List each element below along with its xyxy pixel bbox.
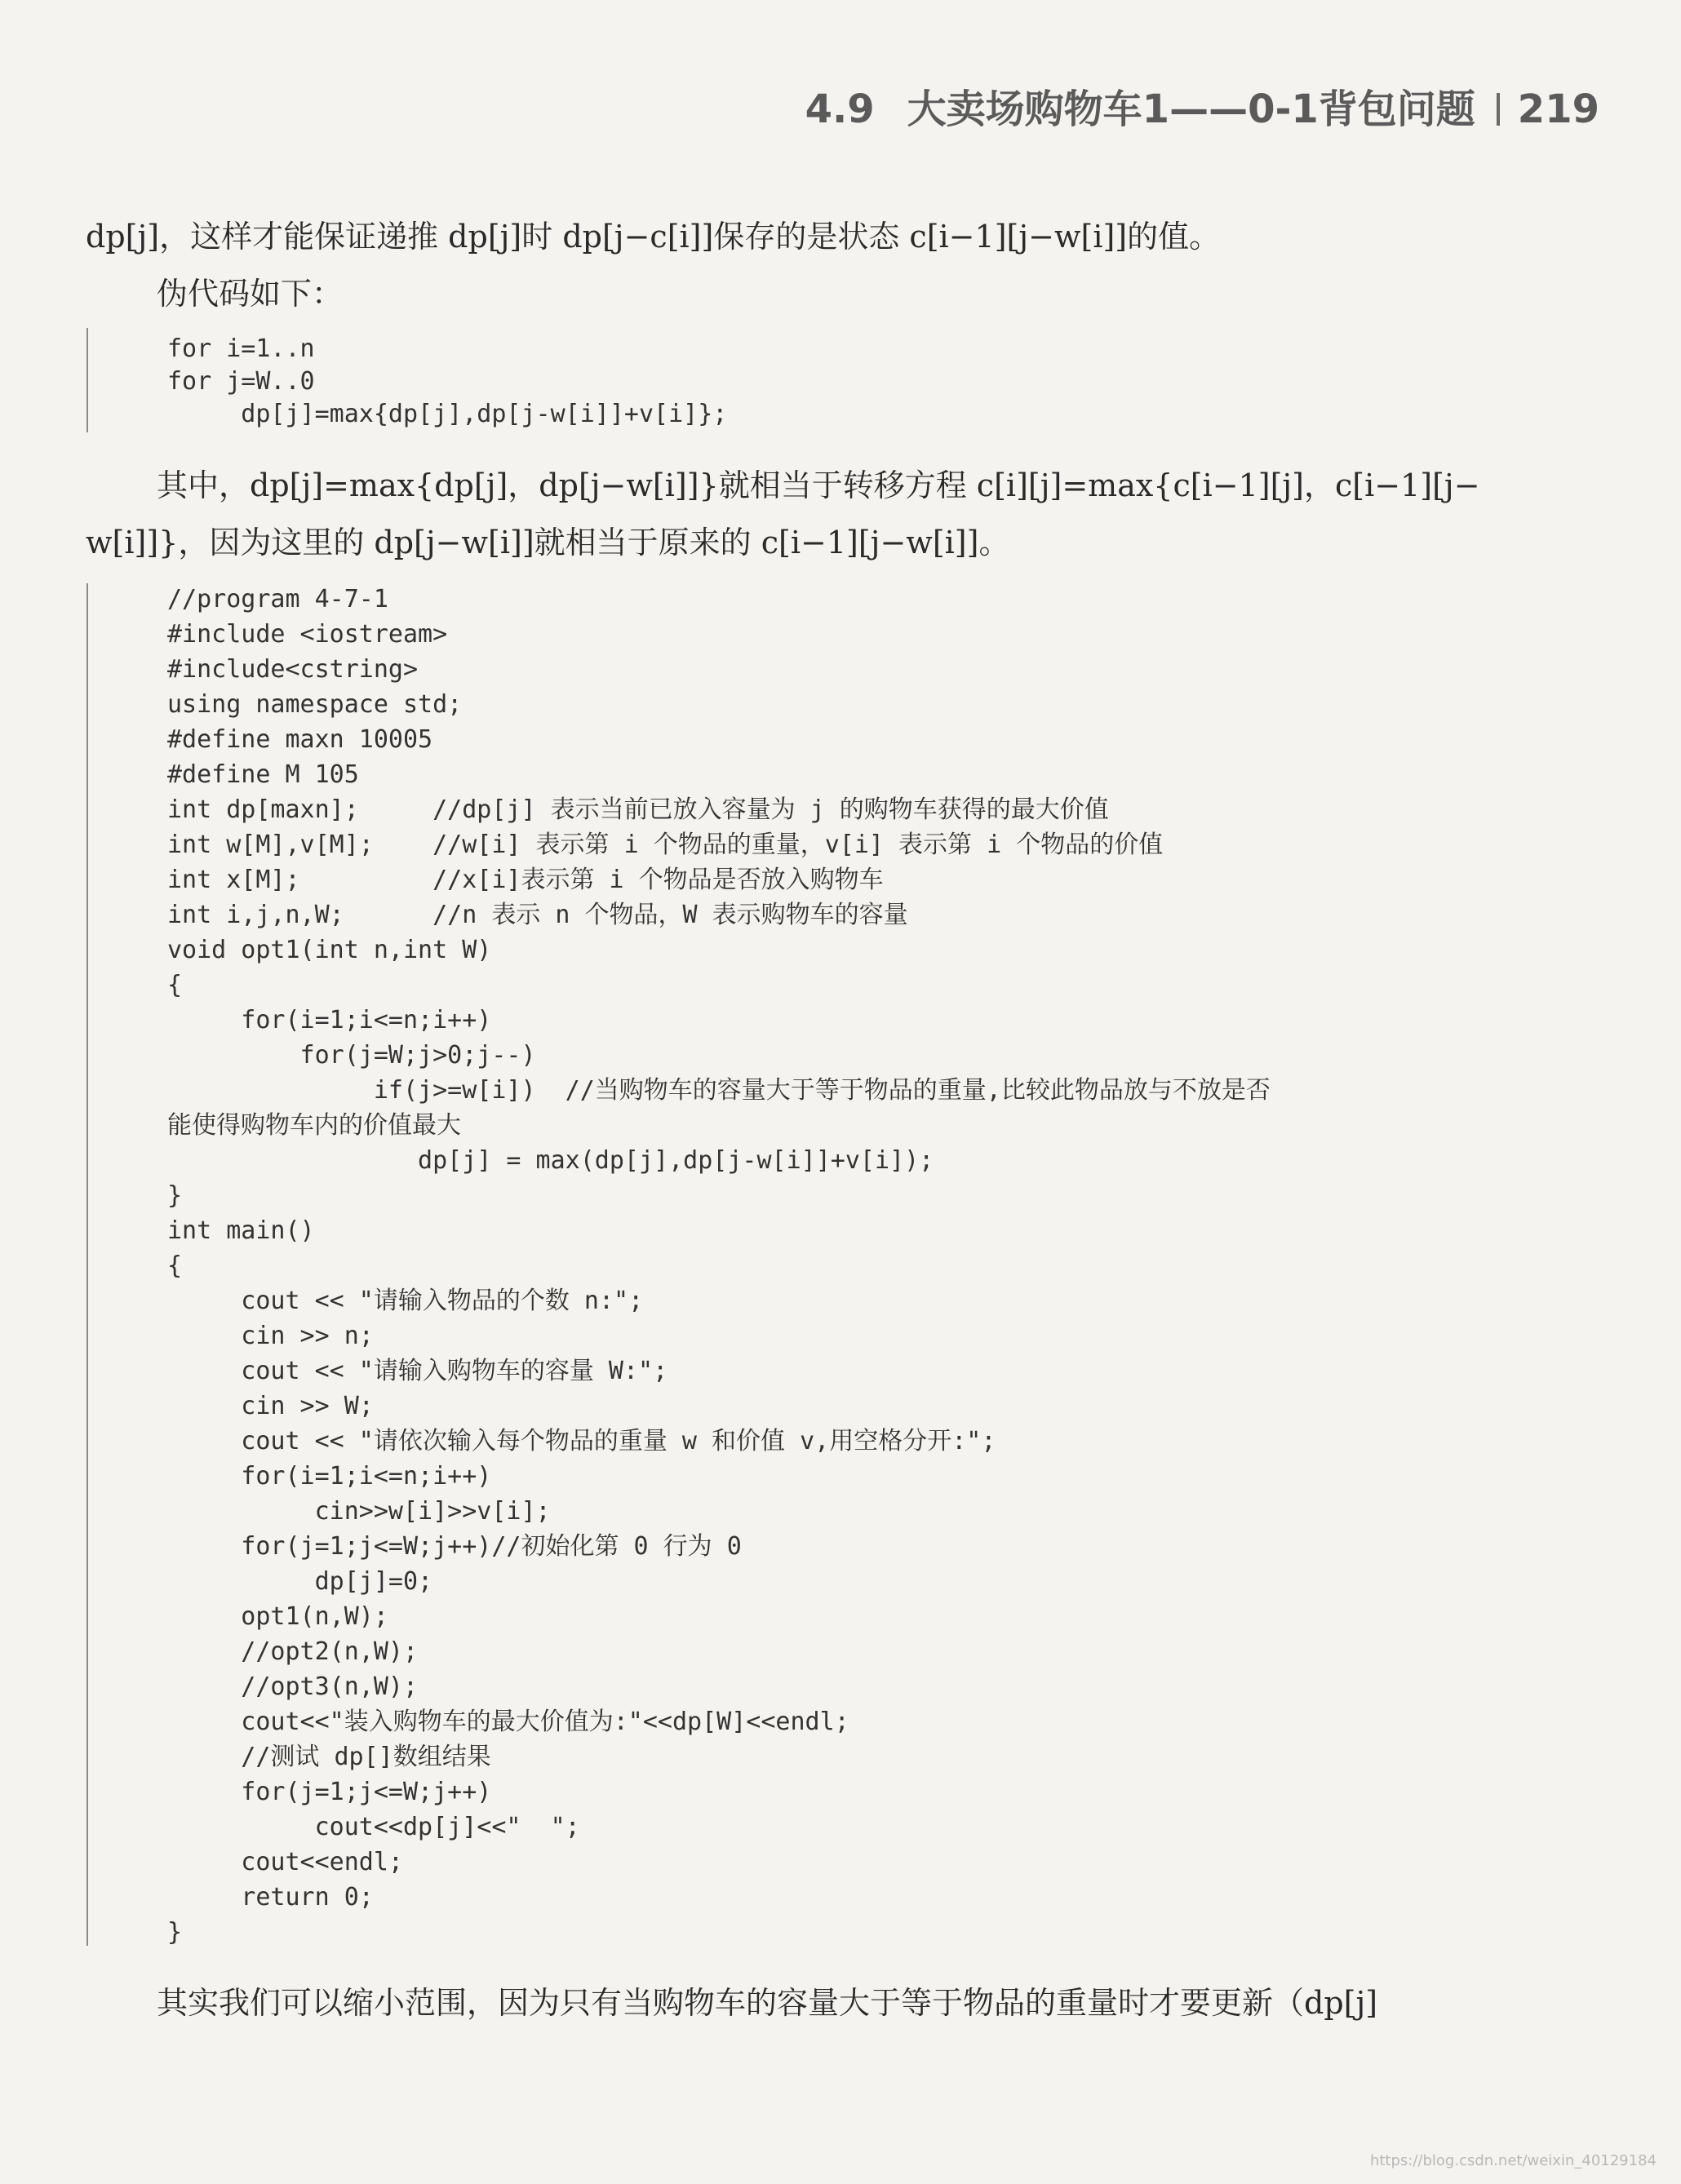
code-line: //opt2(n,W); [167,1637,419,1666]
code-line: cout<<endl; [167,1848,403,1876]
pseudo-code-block [167,333,727,431]
code-line: { [167,1251,183,1280]
intro-line-1: dp[j]，这样才能保证递推 dp[j]时 dp[j−c[i]]保存的是状态 c[i−1][j−w[i]]的值。 [86,219,1221,255]
code-line: opt1(n,W); [167,1602,388,1631]
code-line: using namespace std; [167,690,463,719]
pseudo-code-line: dp[j]=max{dp[j],dp[j-w[i]]+v[i]}; [167,400,728,428]
code-line: //program 4-7-1 [167,585,388,614]
code-line: } [167,1918,183,1947]
section-title: 大卖场购物车1——0-1背包问题 [907,86,1475,132]
code-line: cin >> n; [167,1322,374,1350]
code-line: int w[M],v[M]; //w[i] 表示第 i 个物品的重量，v[i] 表示第 i 个物品的价值 [167,831,1164,859]
program-code-bar [86,583,88,1946]
code-line: dp[j]=0; [167,1567,433,1596]
code-line: #include <iostream> [167,620,448,649]
code-line: int dp[maxn]; //dp[j] 表示当前已放入容量为 j 的购物车获得的最大价值 [167,795,1109,824]
code-line: for(j=1;j<=W;j++)//初始化第 0 行为 0 [167,1532,742,1561]
watermark-url: https://blog.csdn.net/weixin_40129184 [1369,2152,1657,2169]
code-line: return 0; [167,1883,374,1912]
code-line: cout << "请输入物品的个数 n:"; [167,1287,644,1315]
explanation-line-2: w[i]]}，因为这里的 dp[j−w[i]]就相当于原来的 c[i−1][j−w[i]]。 [86,525,1010,560]
code-line: //测试 dp[]数组结果 [167,1743,491,1771]
intro-line-2: 伪代码如下： [157,276,344,312]
explanation-line-1: 其中，dp[j]=max{dp[j]，dp[j−w[i]]}就相当于转移方程 c[i][j]=max{c[i−1][j]，c[i−1][j− [157,467,1480,503]
program-code-block [167,582,1271,1950]
code-line: #define maxn 10005 [167,725,433,754]
code-line: for(j=W;j>0;j--) [167,1041,536,1070]
code-line: int x[M]; //x[i]表示第 i 个物品是否放入购物车 [167,866,884,894]
code-line: } [167,1181,183,1210]
code-line: dp[j] = max(dp[j],dp[j-w[i]]+v[i]); [167,1146,934,1175]
code-line: void opt1(int n,int W) [167,936,492,964]
closing-line-1: 其实我们可以缩小范围，因为只有当购物车的容量大于等于物品的重量时才要更新（dp[j] [157,1985,1378,2021]
code-line: cin>>w[i]>>v[i]; [167,1497,551,1526]
code-line: if(j>=w[i]) //当购物车的容量大于等于物品的重量,比较此物品放与不放是否 [167,1076,1271,1105]
code-line: #include<cstring> [167,655,419,684]
page-header [805,78,1599,134]
code-line: 能使得购物车内的价值最大 [167,1111,461,1140]
pseudo-code-line: for i=1..n [167,334,315,363]
code-line: int main() [167,1216,315,1245]
section-number: 4.9 [805,86,875,132]
code-line: int i,j,n,W; //n 表示 n 个物品，W 表示购物车的容量 [167,901,908,929]
code-line: cout << "请依次输入每个物品的重量 w 和价值 v,用空格分开:"; [167,1427,996,1455]
code-line: //opt3(n,W); [167,1672,419,1701]
code-line: for(i=1;i<=n;i++) [167,1462,492,1491]
pseudo-code-bar [86,328,88,432]
code-line: #define M 105 [167,760,359,789]
code-line: for(i=1;i<=n;i++) [167,1006,492,1034]
code-line: { [167,971,183,999]
page-number: 219 [1517,86,1599,132]
code-line: cout<<dp[j]<<" "; [167,1813,580,1841]
code-line: for(j=1;j<=W;j++) [167,1778,492,1806]
code-line: cout << "请输入购物车的容量 W:"; [167,1357,668,1385]
code-line: cout<<"装入购物车的最大价值为:"<<dp[W]<<endl; [167,1708,849,1736]
header-divider [1497,93,1500,126]
pseudo-code-line: for j=W..0 [167,367,315,396]
code-line: cin >> W; [167,1392,374,1420]
